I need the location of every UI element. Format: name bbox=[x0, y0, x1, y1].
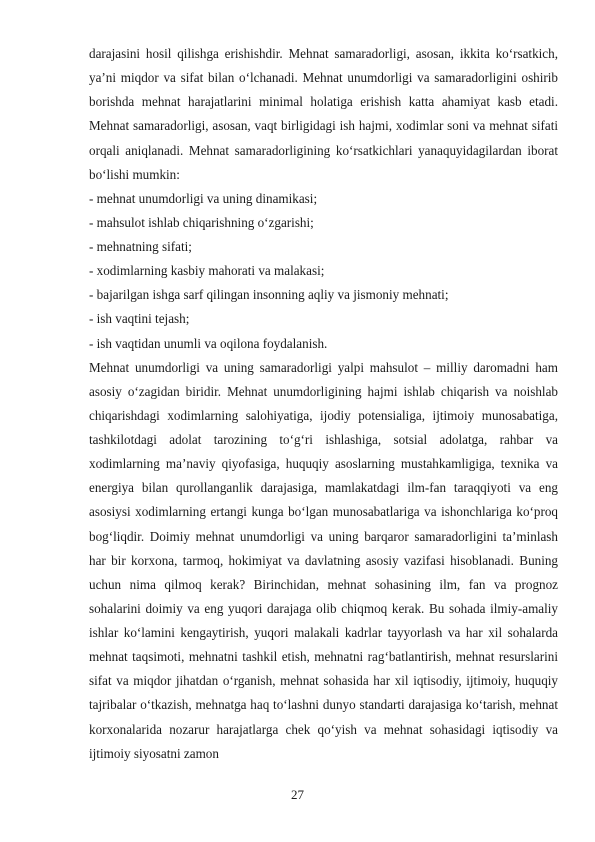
list-item: - ish vaqtini tejash; bbox=[89, 311, 190, 327]
page-number: 27 bbox=[291, 787, 304, 802]
list-item: - ish vaqtidan unumli va oqilona foydalanish. bbox=[89, 335, 328, 351]
list-item: - bajarilgan ishga sarf qilingan insonning aqliy va jismoniy mehnati; bbox=[89, 287, 449, 303]
body-paragraph-2: Mehnat unumdorligi va uning samaradorligi yalpi mahsulot – milliy daromadni ham asosiy o‘zagidan biridir. Mehnat unumdorligining hajmi ishlab chiqarish va noishlab chiqarishdagi xodimlarning salohiyatiga, ijodiy potensialiga, ijtimoiy munosabatiga, tashkilotdagi adolat tarozining to‘g‘ri ishlashiga, sotsial adolatga, rahbar va xodimlarning ma’naviy qiyofasiga, huquqiy asoslarning mustahkamligiga, texnika va energiya bilan qurollanganlik darajasiga, mamlakatdagi ilm-fan taraqqiyoti va eng asosiysi xodimlarning ertangi kunga bo‘lgan munosabatlariga va ishonchlariga ko‘proq bog‘liqdir. Doimiy mehnat unumdorligi va uning barqaror samaradorligini ta’minlash har bir korxona, tarmoq, hokimiyat va davlatning asosiy vazifasi hisoblanadi. Buning uchun nima qilmoq kerak? Birinchidan, mehnat sohasining ilm, fan va prognoz sohalarini doimiy va eng yuqori darajaga olib chiqmoq kerak. Bu sohada ilmiy-amaliy ishlar ko‘lamini kengaytirish, yuqori malakali kadrlar tayyorlash va har xil sohalarda mehnat taqsimoti, mehnatni tashkil etish, mehnatni rag‘batlantirish, mehnat resurslarini sifat va miqdor jihatdan o‘rganish, mehnat sohasida har xil iqtisodiy, ijtimoiy, huquqiy tajribalar o‘tkazish, mehnatga haq to‘lashni dunyo standarti darajasiga ko‘tarish, mehnat korxonalarida nozarur harajatlarga chek qo‘yish va mehnat sohasidagi iqtisodiy va ijtimoiy siyosatni zamon bbox=[89, 359, 558, 761]
document-page bbox=[89, 42, 558, 766]
list-item: - mehnatning sifati; bbox=[89, 239, 192, 254]
body-paragraph-1: darajasini hosil qilishga erishishdir. Mehnat samaradorligi, asosan, ikkita ko‘rsatkich, ya’ni miqdor va sifat bilan o‘lchanadi. Mehnat unumdorligi va samaradorligini oshirib borishda mehnat harajatlarini minimal holatiga erishish katta ahamiyat kasb etadi. Mehnat samaradorligi, asosan, vaqt birligidagi ish hajmi, xodimlar soni va mehnat sifati orqali aniqlanadi. Mehnat samaradorligining ko‘rsatkichlari yanaquyidagilardan iborat bo‘lishi mumkin: bbox=[89, 46, 558, 182]
list-item: - xodimlarning kasbiy mahorati va malakasi; bbox=[89, 263, 325, 279]
list-item: - mahsulot ishlab chiqarishning o‘zgarishi; bbox=[89, 214, 314, 230]
list-item: - mehnat unumdorligi va uning dinamikasi; bbox=[89, 190, 318, 206]
indicator-list bbox=[89, 187, 558, 356]
